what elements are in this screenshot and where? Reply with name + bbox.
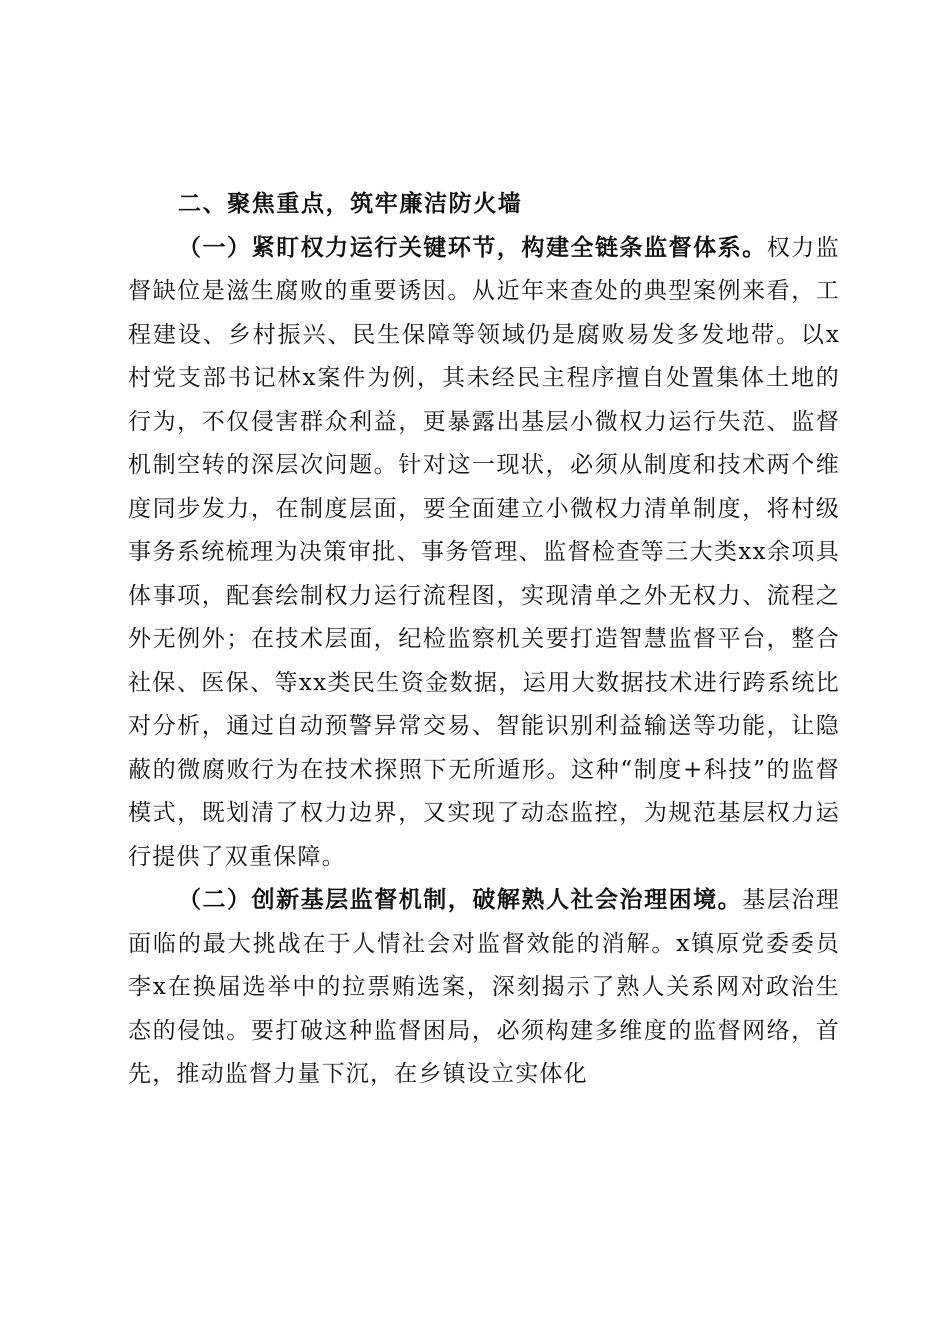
paragraph-2-lead: （二）创新基层监督机制，破解熟人社会治理困境。 (178, 887, 743, 913)
paragraph-2 (128, 879, 840, 1097)
paragraph-1 (128, 227, 840, 880)
document-body (128, 183, 840, 1097)
section-heading: 二、聚焦重点，筑牢廉洁防火墙 (178, 191, 523, 217)
paragraph-2-body: 基层治理面临的最大挑战在于人情社会对监督效能的消解。x镇原党委委员李x在换届选举中的拉票贿选案，深刻揭示了熟人关系网对政治生态的侵蚀。要打破这种监督困局，必须构建多维度的监督网络，首先，推动监督力量下沉，在乡镇设立实体化 (128, 887, 840, 1087)
paragraph-1-lead: （一）紧盯权力运行关键环节，构建全链条监督体系。 (178, 234, 767, 261)
paragraph-1-body: 权力监督缺位是滋生腐败的重要诱因。从近年来查处的典型案例来看，工程建设、乡村振兴、民生保障等领域仍是腐败易发多发地带。以x村党支部书记林x案件为例，其未经民主程序擅自处置集体土地的行为，不仅侵害群众利益，更暴露出基层小微权力运行失范、监督机制空转的深层次问题。针对这一现状，必须从制度和技术两个维度同步发力，在制度层面，要全面建立小微权力清单制度，将村级事务系统梳理为决策审批、事务管理、监督检查等三大类xx余项具体事项，配套绘制权力运行流程图，实现清单之外无权力、流程之外无例外；在技术层面，纪检监察机关要打造智慧监督平台，整合社保、医保、等xx类民生资金数据，运用大数据技术进行跨系统比对分析，通过自动预警异常交易、智能识别利益输送等功能，让隐蔽的微腐败行为在技术探照下无所遁形。这种“制度+科技”的监督模式，既划清了权力边界，又实现了动态监控，为规范基层权力运行提供了双重保障。 (128, 234, 840, 870)
